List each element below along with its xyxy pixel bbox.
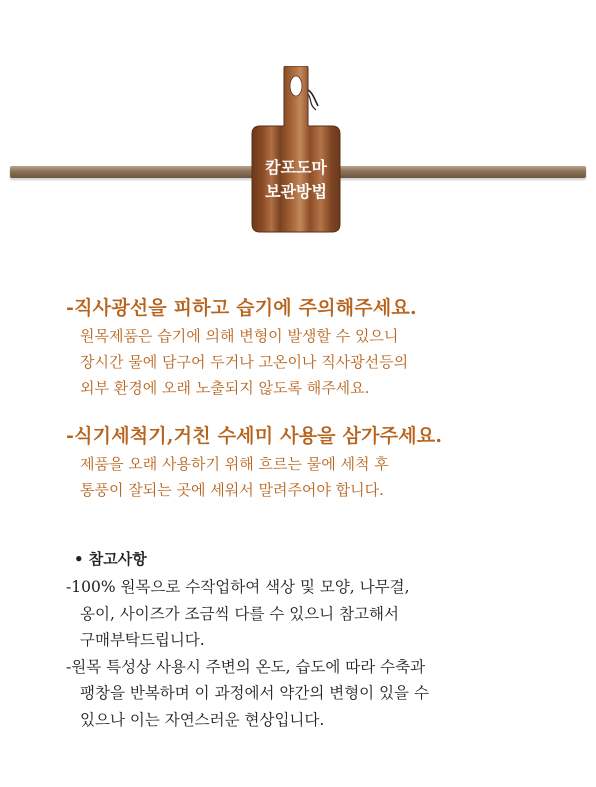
reference-notes <box>66 548 586 733</box>
section-line: 통풍이 잘되는 곳에 세워서 말려주어야 합니다. <box>80 481 384 499</box>
notes-title: • 참고사항 <box>74 550 147 568</box>
board-title-line1: 캄포도마 <box>265 158 327 177</box>
notes-line: 팽창을 반복하며 이 과정에서 약간의 변형이 있을 수 <box>80 684 429 702</box>
section-avoid-sunlight <box>66 296 566 401</box>
notes-line: -원목 특성상 사용시 주변의 온도, 습도에 따라 수축과 <box>66 657 426 676</box>
notes-line: 구매부탁드립니다. <box>80 631 205 649</box>
section-title: -직사광선을 피하고 습기에 주의해주세요. <box>66 297 417 319</box>
cutting-board-icon <box>246 66 346 236</box>
section-line: 원목제품은 습기에 의해 변형이 발생할 수 있으니 <box>80 327 399 345</box>
notes-line: 옹이, 사이즈가 조금씩 다를 수 있으니 참고해서 <box>80 604 399 623</box>
section-line: 장시간 물에 담구어 두거나 고온이나 직사광선등의 <box>80 353 409 371</box>
board-title-line2: 보관방법 <box>265 182 327 201</box>
cutting-board-illustration <box>246 66 346 236</box>
section-no-dishwasher <box>66 424 566 503</box>
notes-line: 있으나 이는 자연스러운 현상입니다. <box>80 710 325 729</box>
section-line: 제품을 오래 사용하기 위해 흐르는 물에 세척 후 <box>80 455 389 473</box>
section-title: -식기세척기,거친 수세미 사용을 삼가주세요. <box>66 425 443 447</box>
notes-line: -100% 원목으로 수작업하여 색상 및 모양, 나무결, <box>66 578 410 596</box>
section-line: 외부 환경에 오래 노출되지 않도록 해주세요. <box>80 379 370 397</box>
